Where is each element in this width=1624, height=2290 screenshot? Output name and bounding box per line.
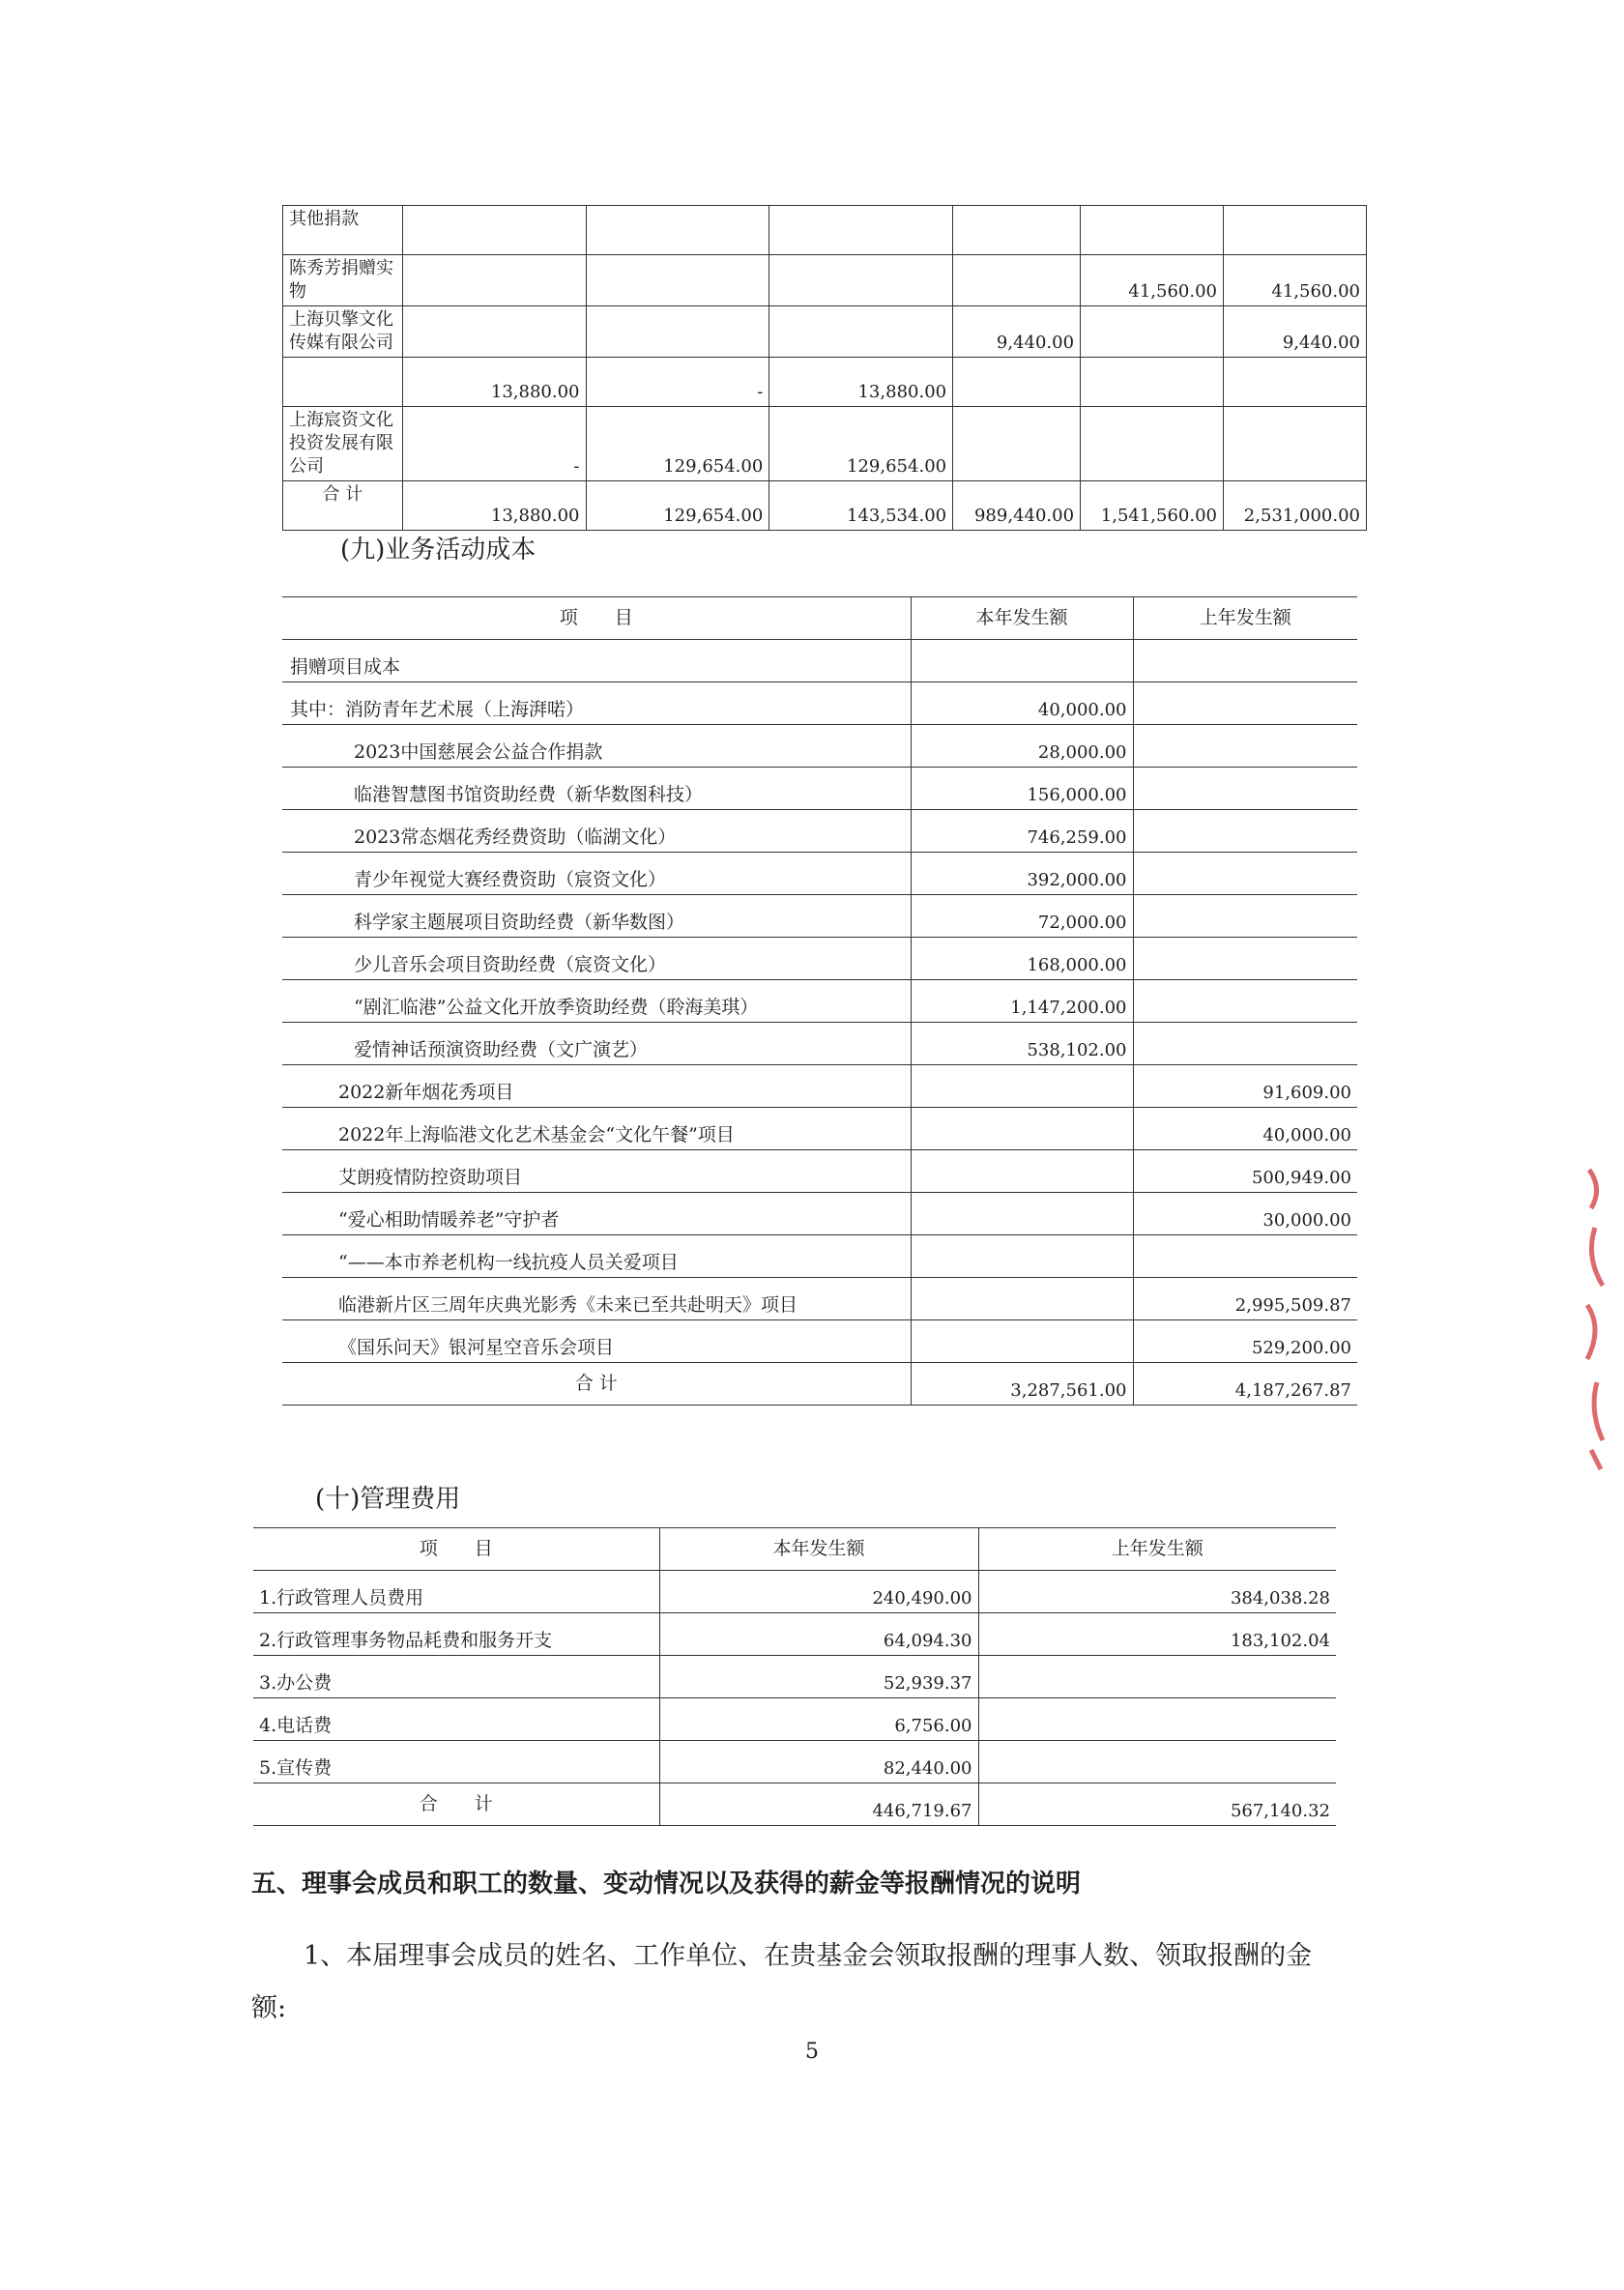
row-label: 合 计 bbox=[283, 481, 403, 531]
prior-year-amount bbox=[1133, 1023, 1357, 1065]
section-5-paragraph: 1、本届理事会成员的姓名、工作单位、在贵基金会领取报酬的理事人数、领取报酬的金额: bbox=[251, 1941, 1313, 2023]
amount-cell: 13,880.00 bbox=[402, 481, 586, 531]
amount-cell bbox=[769, 206, 953, 255]
amount-cell bbox=[953, 407, 1081, 481]
amount-cell bbox=[1081, 407, 1224, 481]
item-name: 临港智慧图书馆资助经费（新华数图科技） bbox=[282, 768, 911, 810]
item-name: 1.行政管理人员费用 bbox=[253, 1571, 659, 1613]
amount-cell bbox=[953, 206, 1081, 255]
prior-year-amount bbox=[1133, 895, 1357, 938]
table-row bbox=[282, 1278, 1357, 1320]
amount-cell: 41,560.00 bbox=[1081, 255, 1224, 306]
table-row bbox=[282, 640, 1357, 682]
red-seal-stamp-edge bbox=[1578, 1160, 1620, 1479]
item-name: 青少年视觉大赛经费资助（宸资文化） bbox=[282, 853, 911, 895]
table-row bbox=[282, 895, 1357, 938]
item-name: 4.电话费 bbox=[253, 1698, 659, 1741]
table-row bbox=[282, 810, 1357, 853]
table-row bbox=[282, 1320, 1357, 1363]
prior-year-amount: 2,995,509.87 bbox=[1133, 1278, 1357, 1320]
amount-cell bbox=[402, 306, 586, 358]
row-label bbox=[283, 358, 403, 407]
item-name: 爱情神话预演资助经费（文广演艺） bbox=[282, 1023, 911, 1065]
table-header-row bbox=[282, 597, 1357, 640]
current-year-amount: 746,259.00 bbox=[911, 810, 1133, 853]
prior-year-amount: 183,102.04 bbox=[978, 1613, 1336, 1656]
item-name: “爱心相助情暖养老”守护者 bbox=[282, 1193, 911, 1235]
current-year-amount bbox=[911, 1193, 1133, 1235]
table-row bbox=[283, 358, 1367, 407]
item-name: 合 计 bbox=[282, 1363, 911, 1406]
amount-cell: 9,440.00 bbox=[1224, 306, 1367, 358]
row-label: 上海贝擎文化传媒有限公司 bbox=[283, 306, 403, 358]
table-row bbox=[253, 1613, 1336, 1656]
table-row bbox=[283, 407, 1367, 481]
prior-year-amount: 40,000.00 bbox=[1133, 1108, 1357, 1150]
prior-year-amount: 91,609.00 bbox=[1133, 1065, 1357, 1108]
amount-cell bbox=[402, 255, 586, 306]
prior-year-amount bbox=[1133, 725, 1357, 768]
amount-cell: 13,880.00 bbox=[769, 358, 953, 407]
header-prior-year: 上年发生额 bbox=[1133, 597, 1357, 640]
item-name: 2.行政管理事务物品耗费和服务开支 bbox=[253, 1613, 659, 1656]
header-item: 项 目 bbox=[253, 1528, 659, 1571]
amount-cell bbox=[953, 255, 1081, 306]
amount-cell: 129,654.00 bbox=[586, 407, 769, 481]
table-row bbox=[282, 1150, 1357, 1193]
item-name: 少儿音乐会项目资助经费（宸资文化） bbox=[282, 938, 911, 980]
table-row bbox=[282, 1235, 1357, 1278]
amount-cell: 41,560.00 bbox=[1224, 255, 1367, 306]
current-year-amount bbox=[911, 1278, 1133, 1320]
prior-year-amount: 4,187,267.87 bbox=[1133, 1363, 1357, 1406]
current-year-amount: 446,719.67 bbox=[659, 1783, 978, 1826]
page-number: 5 bbox=[805, 2040, 819, 2064]
amount-cell: - bbox=[586, 358, 769, 407]
prior-year-amount: 384,038.28 bbox=[978, 1571, 1336, 1613]
amount-cell bbox=[586, 255, 769, 306]
item-name: 艾朗疫情防控资助项目 bbox=[282, 1150, 911, 1193]
amount-cell bbox=[769, 255, 953, 306]
table-row bbox=[283, 481, 1367, 531]
amount-cell bbox=[769, 306, 953, 358]
header-current-year: 本年发生额 bbox=[659, 1528, 978, 1571]
table-row bbox=[282, 725, 1357, 768]
amount-cell bbox=[1081, 206, 1224, 255]
table-row bbox=[282, 1023, 1357, 1065]
amount-cell: 2,531,000.00 bbox=[1224, 481, 1367, 531]
header-current-year: 本年发生额 bbox=[911, 597, 1133, 640]
amount-cell: 13,880.00 bbox=[402, 358, 586, 407]
prior-year-amount bbox=[1133, 980, 1357, 1023]
amount-cell bbox=[402, 206, 586, 255]
section-5-heading: 五、理事会成员和职工的数量、变动情况以及获得的薪金等报酬情况的说明 bbox=[251, 1870, 1082, 1899]
amount-cell: 989,440.00 bbox=[953, 481, 1081, 531]
amount-cell: - bbox=[402, 407, 586, 481]
table-row bbox=[282, 1363, 1357, 1406]
amount-cell bbox=[1224, 358, 1367, 407]
management-expense-table bbox=[253, 1527, 1336, 1826]
amount-cell bbox=[1224, 206, 1367, 255]
current-year-amount: 156,000.00 bbox=[911, 768, 1133, 810]
table-row bbox=[282, 768, 1357, 810]
current-year-amount: 1,147,200.00 bbox=[911, 980, 1133, 1023]
item-name: 临港新片区三周年庆典光影秀《未来已至共赴明天》项目 bbox=[282, 1278, 911, 1320]
item-name: “——本市养老机构一线抗疫人员关爱项目 bbox=[282, 1235, 911, 1278]
current-year-amount: 72,000.00 bbox=[911, 895, 1133, 938]
item-name: 5.宣传费 bbox=[253, 1741, 659, 1783]
current-year-amount: 40,000.00 bbox=[911, 682, 1133, 725]
donation-table bbox=[282, 205, 1367, 531]
current-year-amount: 538,102.00 bbox=[911, 1023, 1133, 1065]
current-year-amount: 6,756.00 bbox=[659, 1698, 978, 1741]
table-header-row bbox=[253, 1528, 1336, 1571]
item-name: 合 计 bbox=[253, 1783, 659, 1826]
prior-year-amount: 500,949.00 bbox=[1133, 1150, 1357, 1193]
amount-cell bbox=[1224, 407, 1367, 481]
item-name: 3.办公费 bbox=[253, 1656, 659, 1698]
item-name: 2023中国慈展会公益合作捐款 bbox=[282, 725, 911, 768]
current-year-amount: 52,939.37 bbox=[659, 1656, 978, 1698]
item-name: 2022年上海临港文化艺术基金会“文化午餐”项目 bbox=[282, 1108, 911, 1150]
header-item: 项 目 bbox=[282, 597, 911, 640]
item-name: 2022新年烟花秀项目 bbox=[282, 1065, 911, 1108]
current-year-amount: 240,490.00 bbox=[659, 1571, 978, 1613]
amount-cell bbox=[586, 206, 769, 255]
current-year-amount bbox=[911, 1150, 1133, 1193]
item-name: 其中：消防青年艺术展（上海湃喏） bbox=[282, 682, 911, 725]
current-year-amount bbox=[911, 1235, 1133, 1278]
row-label: 其他捐款 bbox=[283, 206, 403, 255]
prior-year-amount bbox=[1133, 1235, 1357, 1278]
current-year-amount: 64,094.30 bbox=[659, 1613, 978, 1656]
table-row bbox=[253, 1783, 1336, 1826]
amount-cell: 143,534.00 bbox=[769, 481, 953, 531]
amount-cell: 129,654.00 bbox=[769, 407, 953, 481]
current-year-amount: 28,000.00 bbox=[911, 725, 1133, 768]
amount-cell bbox=[1081, 358, 1224, 407]
current-year-amount bbox=[911, 1108, 1133, 1150]
prior-year-amount bbox=[978, 1656, 1336, 1698]
item-name: 2023常态烟花秀经费资助（临湖文化） bbox=[282, 810, 911, 853]
business-cost-table bbox=[282, 596, 1357, 1406]
row-label: 陈秀芳捐赠实物 bbox=[283, 255, 403, 306]
table-row bbox=[253, 1698, 1336, 1741]
prior-year-amount bbox=[1133, 810, 1357, 853]
item-name: “剧汇临港”公益文化开放季资助经费（聆海美琪） bbox=[282, 980, 911, 1023]
current-year-amount bbox=[911, 1320, 1133, 1363]
table-row bbox=[282, 938, 1357, 980]
current-year-amount bbox=[911, 1065, 1133, 1108]
table-row bbox=[283, 255, 1367, 306]
section-10-title: (十)管理费用 bbox=[315, 1485, 461, 1514]
header-prior-year: 上年发生额 bbox=[978, 1528, 1336, 1571]
prior-year-amount bbox=[1133, 853, 1357, 895]
table-row bbox=[282, 1065, 1357, 1108]
amount-cell bbox=[1081, 306, 1224, 358]
table-row bbox=[253, 1656, 1336, 1698]
prior-year-amount bbox=[1133, 640, 1357, 682]
prior-year-amount: 30,000.00 bbox=[1133, 1193, 1357, 1235]
table-row bbox=[283, 306, 1367, 358]
current-year-amount: 168,000.00 bbox=[911, 938, 1133, 980]
prior-year-amount bbox=[1133, 682, 1357, 725]
table-row bbox=[282, 980, 1357, 1023]
prior-year-amount: 529,200.00 bbox=[1133, 1320, 1357, 1363]
prior-year-amount: 567,140.32 bbox=[978, 1783, 1336, 1826]
table-row bbox=[283, 206, 1367, 255]
table-row bbox=[282, 682, 1357, 725]
current-year-amount: 3,287,561.00 bbox=[911, 1363, 1133, 1406]
amount-cell bbox=[953, 358, 1081, 407]
table-row bbox=[282, 1193, 1357, 1235]
prior-year-amount bbox=[978, 1741, 1336, 1783]
prior-year-amount bbox=[1133, 938, 1357, 980]
prior-year-amount bbox=[978, 1698, 1336, 1741]
table-row bbox=[282, 853, 1357, 895]
table-row bbox=[253, 1571, 1336, 1613]
current-year-amount: 392,000.00 bbox=[911, 853, 1133, 895]
item-name: 捐赠项目成本 bbox=[282, 640, 911, 682]
table-row bbox=[253, 1741, 1336, 1783]
prior-year-amount bbox=[1133, 768, 1357, 810]
section-9-title: (九)业务活动成本 bbox=[340, 536, 536, 565]
current-year-amount: 82,440.00 bbox=[659, 1741, 978, 1783]
amount-cell bbox=[586, 306, 769, 358]
item-name: 《国乐问天》银河星空音乐会项目 bbox=[282, 1320, 911, 1363]
amount-cell: 1,541,560.00 bbox=[1081, 481, 1224, 531]
table-row bbox=[282, 1108, 1357, 1150]
row-label: 上海宸资文化投资发展有限公司 bbox=[283, 407, 403, 481]
current-year-amount bbox=[911, 640, 1133, 682]
item-name: 科学家主题展项目资助经费（新华数图） bbox=[282, 895, 911, 938]
amount-cell: 129,654.00 bbox=[586, 481, 769, 531]
amount-cell: 9,440.00 bbox=[953, 306, 1081, 358]
